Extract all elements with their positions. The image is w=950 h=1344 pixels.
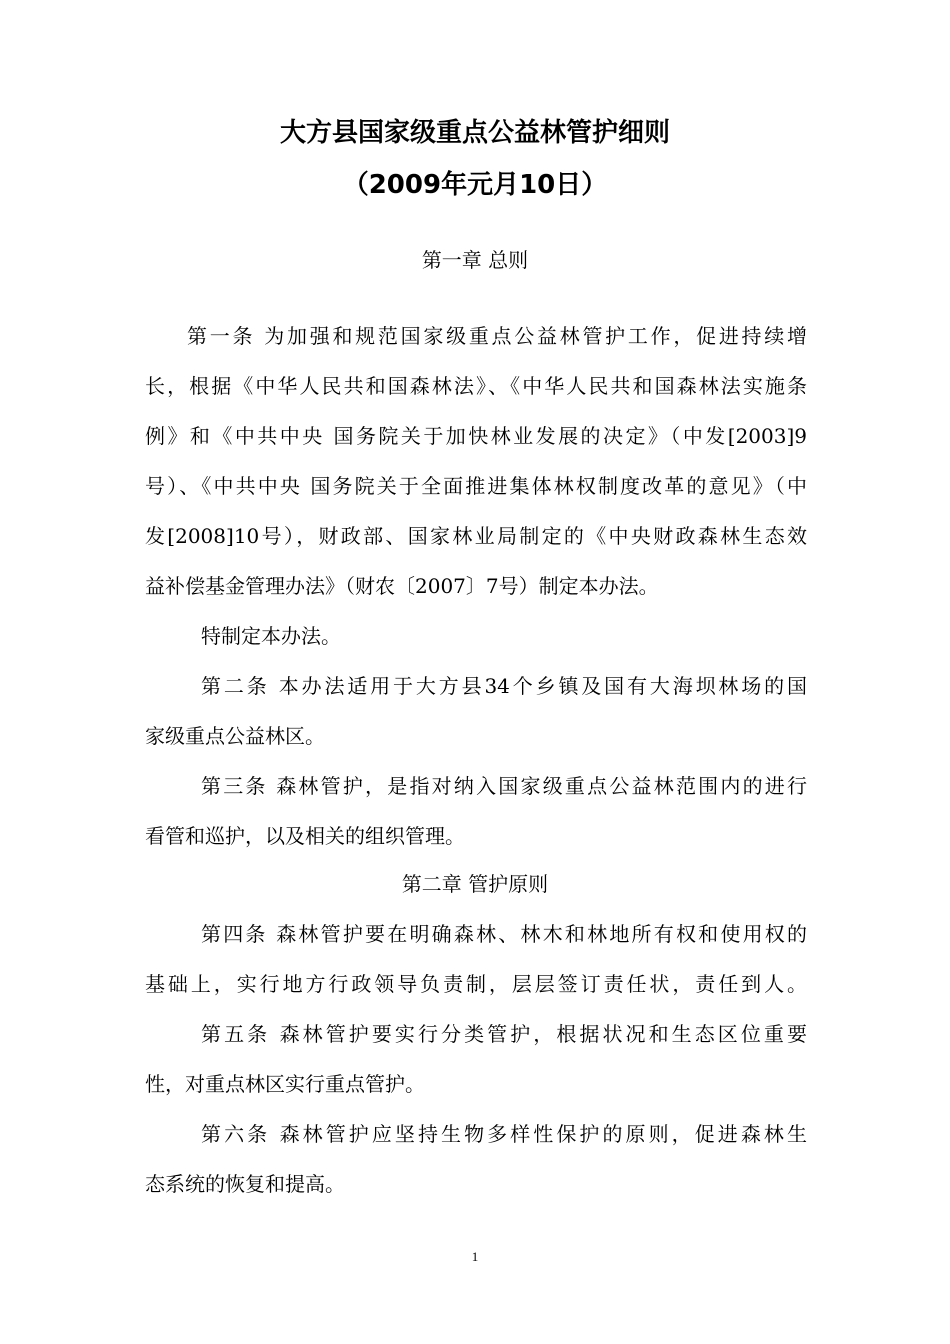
text-line: 第四条 森林管护要在明确森林、林木和林地所有权和使用权的	[201, 922, 807, 946]
text-line: 基础上，实行地方行政领导负责制，层层签订责任状，责任到人。	[145, 972, 807, 996]
text-line: 特制定本办法。	[201, 624, 341, 648]
text-line: 长，根据《中华人民共和国森林法》、《中华人民共和国森林法实施条	[145, 374, 807, 398]
chapter-heading-1: 第一章 总则	[421, 248, 529, 272]
chapter-heading-2: 第二章 管护原则	[401, 872, 549, 896]
text-line: 家级重点公益林区。	[145, 724, 325, 748]
text-line: 看管和巡护，以及相关的组织管理。	[145, 824, 465, 848]
text-line: 例》和《中共中央 国务院关于加快林业发展的决定》（中发[2003]9	[145, 424, 807, 448]
text-line: 性，对重点林区实行重点管护。	[145, 1072, 425, 1096]
text-line: 益补偿基金管理办法》（财农〔2007〕7号）制定本办法。	[145, 574, 659, 598]
document-date: （2009年元月10日）	[342, 170, 608, 200]
text-line: 态系统的恢复和提高。	[145, 1172, 345, 1196]
text-line: 号）、《中共中央 国务院关于全面推进集体林权制度改革的意见》（中	[145, 474, 807, 498]
page-number: 1	[471, 1249, 479, 1264]
document-title: 大方县国家级重点公益林管护细则	[279, 118, 670, 148]
text-line: 第一条 为加强和规范国家级重点公益林管护工作，促进持续增	[187, 324, 807, 348]
text-line: 第三条 森林管护，是指对纳入国家级重点公益林范围内的进行	[201, 774, 807, 798]
text-line: 第五条 森林管护要实行分类管护，根据状况和生态区位重要	[201, 1022, 807, 1046]
text-line: 发[2008]10号），财政部、国家林业局制定的《中央财政森林生态效	[145, 524, 807, 548]
text-line: 第二条 本办法适用于大方县34个乡镇及国有大海坝林场的国	[201, 674, 807, 698]
text-line: 第六条 森林管护应坚持生物多样性保护的原则，促进森林生	[201, 1122, 807, 1146]
